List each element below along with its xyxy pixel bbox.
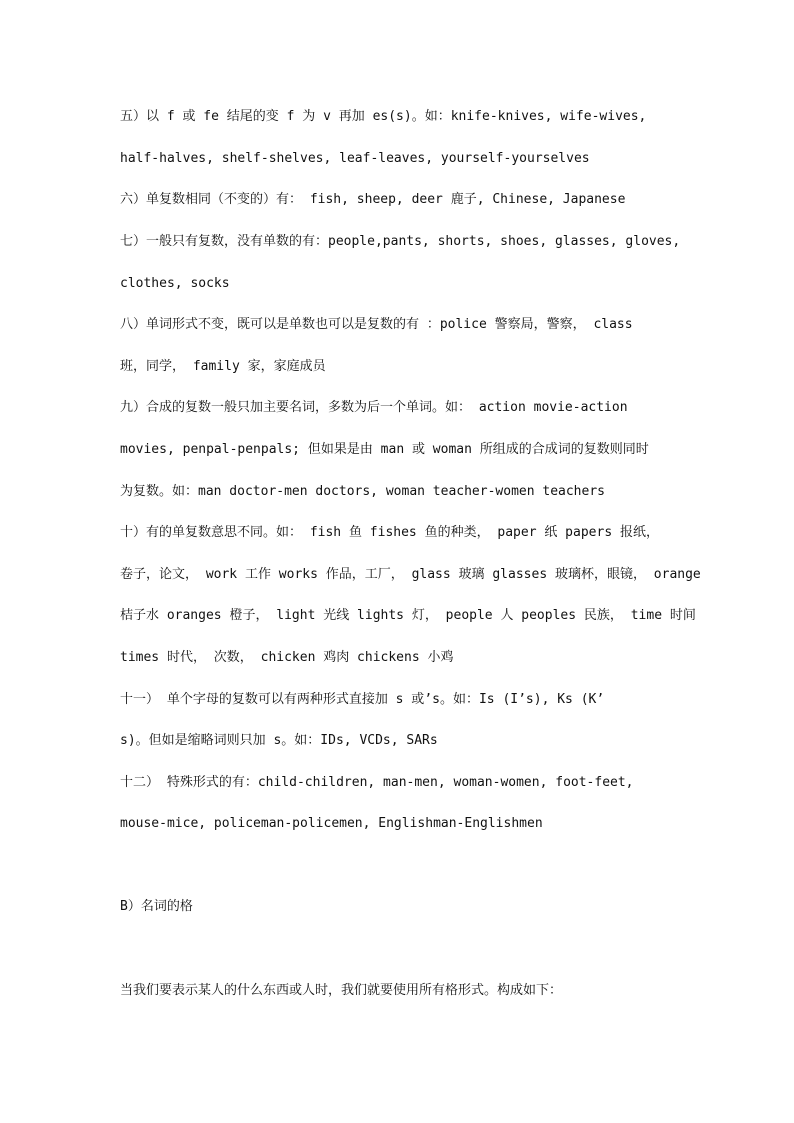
text-line: half-halves, shelf-shelves, leaf-leaves, yourself-yourselves [120, 151, 590, 166]
text-line: 班，同学， family 家，家庭成员 [120, 359, 326, 374]
text-line: 为复数。如：man doctor-men doctors, woman teacher-women teachers [120, 484, 605, 499]
text-line: movies, penpal-penpals; 但如果是由 man 或 woman 所组成的合成词的复数则同时 [120, 442, 649, 457]
text-line: 六）单复数相同（不变的）有： fish, sheep, deer 鹿子, Chinese, Japanese [120, 192, 626, 207]
text-line: s)。但如是缩略词则只加 s。如：IDs, VCDs, SARs [120, 733, 438, 748]
text-line: 八）单词形式不变，既可以是单数也可以是复数的有 ：police 警察局，警察， class [120, 317, 633, 332]
text-line: 十二） 特殊形式的有：child-children, man-men, woman-women, foot-feet, [120, 775, 634, 790]
text-line: times 时代， 次数， chicken 鸡肉 chickens 小鸡 [120, 650, 454, 665]
text-line: 五）以 f 或 fe 结尾的变 f 为 v 再加 es(s)。如：knife-knives, wife-wives, [120, 109, 647, 124]
text-line: 卷子，论文， work 工作 works 作品，工厂， glass 玻璃 glasses 玻璃杯，眼镜， orange [120, 567, 701, 582]
text-line: 九）合成的复数一般只加主要名词，多数为后一个单词。如： action movie-action [120, 400, 628, 415]
text-line: clothes, socks [120, 276, 230, 291]
section-heading: B）名词的格 [120, 899, 193, 914]
text-line: mouse-mice, policeman-policemen, Englishman-Englishmen [120, 816, 543, 831]
text-line: 十）有的单复数意思不同。如： fish 鱼 fishes 鱼的种类， paper 纸 papers 报纸， [120, 525, 659, 540]
intro-sentence: 当我们要表示某人的什么东西或人时，我们就要使用所有格形式。构成如下： [120, 983, 563, 998]
text-line: 七）一般只有复数，没有单数的有：people,pants, shorts, shoes, glasses, gloves, [120, 234, 681, 249]
text-line: 桔子水 oranges 橙子， light 光线 lights 灯， people 人 peoples 民族， time 时间 [120, 608, 696, 623]
text-line: 十一） 单个字母的复数可以有两种形式直接加 s 或’s。如：Is (I’s), Ks (K’ [120, 692, 605, 707]
